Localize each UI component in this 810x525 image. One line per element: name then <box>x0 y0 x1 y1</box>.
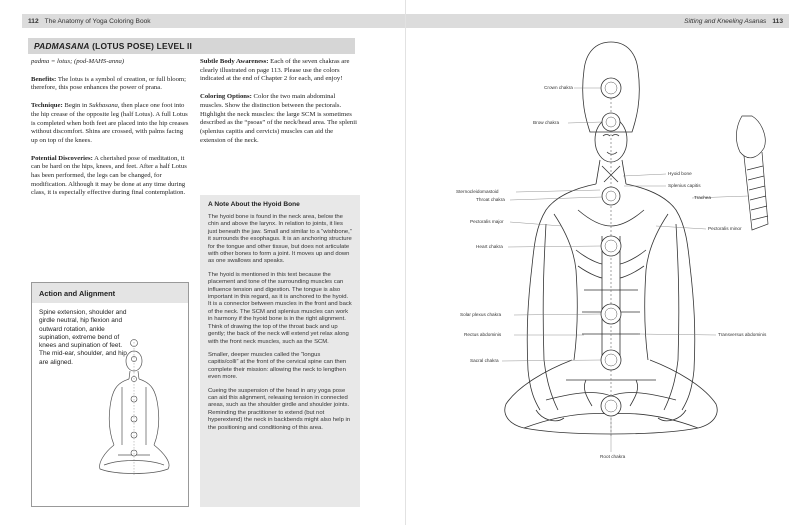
label-sacral-chakra: Sacral chakra <box>470 358 499 363</box>
label-splenius-capitis: Splenius capitis <box>668 183 701 188</box>
solar-plexus-chakra-circle <box>601 304 621 324</box>
technique-sukhasana: Sukhasana <box>88 102 118 110</box>
label-throat-chakra: Throat chakra <box>476 197 505 202</box>
technique-paragraph <box>31 102 189 146</box>
discoveries-paragraph <box>31 155 189 199</box>
hyoid-paragraph: Cueing the suspension of the head in any yoga pose can aid this alignment, releasing tension in connected areas, such as the shoulder girdle and shoulder joints. Reminding the practitioner to extend (but not hyperextend) the neck in backbends might also help in the positioning and conditioning of this area. <box>208 387 351 431</box>
benefits-label: Benefits: <box>31 75 57 83</box>
hyoid-paragraph: The hyoid bone is found in the neck area, below the chin and above the larynx. In relation to joints, it lies just beneath the jaw. Small and similar to a “wishbone,” it surrounds the esophagus. It is an anchoring structure for the tongue and other tissue, but does not articulate with other bones to form a joint. It moves up and down as one swallows and speaks. <box>208 214 352 265</box>
label-heart-chakra: Heart chakra <box>476 244 503 249</box>
text-column-2 <box>200 58 360 154</box>
subtle-paragraph <box>200 58 360 84</box>
action-alignment-heading: Action and Alignment <box>32 283 188 303</box>
subtle-text: Each of the seven chakras are clearly illustrated on page 113. Please use the colors indicated at the end of Chapter 2 for each, and enjoy! <box>200 58 350 83</box>
coloring-label: Coloring Options: <box>200 93 252 101</box>
heart-chakra-circle <box>601 236 621 256</box>
discoveries-label: Potential Discoveries: <box>31 154 93 162</box>
left-running-header <box>22 14 405 28</box>
label-pectoralis-major: Pectoralis major <box>470 219 504 224</box>
section-title: Sitting and Kneeling Asanas <box>684 17 767 25</box>
label-sternocleidomastoid: Sternocleidomastoid <box>456 189 499 194</box>
action-alignment-text: Spine extension, shoulder and girdle neutral, hip flexion and outward rotation, ankle supination, extreme bend of knees and supination of feet. The mid-ear, shoulder, and hip are aligned. <box>39 309 127 366</box>
trachea-illustration <box>736 116 768 230</box>
hyoid-note-box <box>200 195 360 507</box>
brow-chakra-circle <box>602 113 620 131</box>
label-root-chakra: Root chakra <box>600 454 626 459</box>
lotus-pose-alignment-figure <box>96 335 184 495</box>
action-alignment-box <box>31 282 189 507</box>
coloring-paragraph <box>200 93 360 145</box>
sacral-chakra-circle <box>601 350 621 370</box>
technique-text-1: Begin in <box>64 102 89 110</box>
book-title: The Anatomy of Yoga Coloring Book <box>44 17 151 25</box>
label-hyoid-bone: Hyoid bone <box>668 171 692 176</box>
pronunciation: padma = lotus; (pod-MAHS-anna) <box>31 58 125 65</box>
hyoid-note-heading: A Note About the Hyoid Bone <box>208 201 300 208</box>
label-brow-chakra: Brow chakra <box>533 120 560 125</box>
hyoid-paragraph: The hyoid is mentioned in this text because the placement and tone of the surrounding muscles can influence tension and digestion. The tongue is also important in this regard, as it is anchored to the hyoid. It is a connector between muscles in the front and back of the neck. The SCM and splenius muscles can work in harmony if the hyoid bone is in the right alignment. Think of drawing the top of the throat back and up gently; the back of the neck will extend yet relax along with the front neck muscles, such as the SCM. <box>208 271 352 345</box>
coloring-text: Color the two main abdominal muscles. Show the distinction between the pectorals. Highlight the neck muscles: the large SCM is sometimes described as the “psoas” of the neck/head area. The splenii (splenius capitis and cervicis) muscles can aid the extension of the neck. <box>200 93 357 144</box>
root-chakra-circle <box>601 396 621 416</box>
lotus-pose-anatomy-illustration <box>406 0 810 525</box>
hyoid-paragraph: Smaller, deeper muscles called the “longus capitis/colli” at the front of the cervical spine can then complete their mission: allowing the neck to lengthen even more. <box>208 351 347 381</box>
discoveries-text: A cherished pose of meditation, it can be hard on the hips, knees, and feet. After a half Lotus has been performed, the legs can be changed, for modification. Although it may be done at any time during class, it is especially effective during final contemplation. <box>31 154 187 197</box>
pose-name: PADMASANA <box>34 41 90 51</box>
right-page <box>405 0 810 525</box>
benefits-paragraph <box>31 76 189 93</box>
left-page-number: 112 <box>28 17 39 25</box>
label-rectus-abdominis: Rectus abdominis <box>464 332 502 337</box>
label-transversus-abdominis: Transversus abdominis <box>718 332 767 337</box>
crown-chakra-circle <box>601 78 621 98</box>
label-trachea: Trachea <box>694 195 712 200</box>
label-pectoralis-minor: Pectoralis minor <box>708 226 742 231</box>
technique-label: Technique: <box>31 102 63 110</box>
technique-text-2: , then place one foot into the hip crease of the opposite leg (half Lotus). A full Lotus is completed when both feet are placed into the hip creases without discomfort. Shins are crossed, with palms facing up on top of the knees. <box>31 102 189 144</box>
throat-chakra-circle <box>602 187 620 205</box>
pose-title-rest: (LOTUS POSE) LEVEL II <box>92 41 193 51</box>
label-crown-chakra: Crown chakra <box>544 85 573 90</box>
text-column-1 <box>31 58 189 207</box>
benefits-text: The lotus is a symbol of creation, or full bloom; therefore, this pose enhances the power of prana. <box>31 75 186 92</box>
subtle-label: Subtle Body Awareness: <box>200 58 269 65</box>
label-solar-plexus-chakra: Solar plexus chakra <box>460 312 502 317</box>
right-page-number: 113 <box>772 17 783 25</box>
pose-title-bar <box>28 38 355 54</box>
